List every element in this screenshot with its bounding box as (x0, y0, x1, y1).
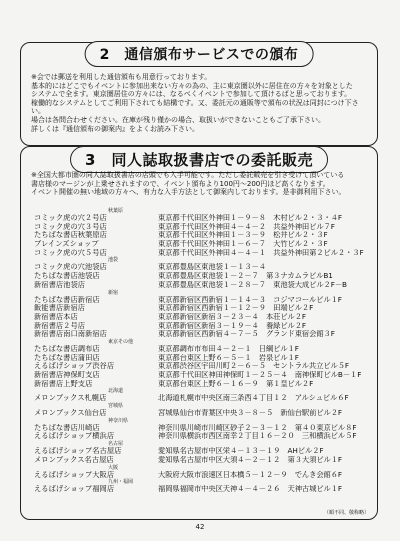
store-row (34, 362, 372, 371)
store-name: たちばな書店調布店 (34, 344, 100, 353)
store-name: えるばげショップ横浜店 (34, 432, 115, 441)
section-paragraph: ※全国大都市圏の同人誌取扱書店の店頭でも入手可能です。ただし委託販売を引き受けて頂いている 書店様のマージンが上乗せされますので、イベント頒布より100円～200円ほど高くなります。 イベント開催の無い地域の方々へ、有力な入手方法として御案内しております。是非御利用下さい。 (31, 171, 346, 197)
store-address: 神奈川県川崎市川崎区砂子２－３－１２ 第４０東京ビル８F (158, 423, 357, 432)
store-address: 東京都新宿区西新宿１－１２－９ 田端ビル２F (158, 304, 314, 313)
store-name: 新宿書店南口南新宿店 (34, 330, 107, 339)
store-name: えるばげショップ渋谷店 (34, 362, 115, 371)
store-name: コミック虎の穴３号店 (34, 222, 107, 231)
store-address: 東京都千代田区外神田４－４－２ 共益外神田ビル７F (158, 222, 335, 231)
page-number: 42 (195, 523, 205, 531)
region-heading: 神奈川県 (108, 417, 129, 424)
store-name: たちばな書店新宿店 (34, 295, 100, 304)
store-name: コミック虎の穴池袋店 (34, 263, 107, 272)
store-row (34, 272, 372, 281)
store-address: 神奈川県横浜市西区南幸２丁目１６－２０ 三和横浜ビル５F (158, 432, 357, 441)
store-row (34, 281, 372, 290)
store-name: 新宿書店上野支店 (34, 379, 93, 388)
store-row (34, 471, 372, 480)
store-address: 東京都千代田区外神田４－４－１ 共益外神田第２ビル２・３F (158, 248, 364, 257)
store-name: メロンブックス名古屋店 (34, 455, 114, 464)
store-address: 東京都渋谷区宇田川町２－６－５ セントラル共立ビル５F (158, 362, 349, 371)
store-name: たちばな書店蒲田店 (34, 353, 100, 362)
store-address: 東京都豊島区東池袋１－２８－７ 東池袋大成ビル２F－B (158, 280, 347, 289)
store-address: 東京都新宿区新宿３－２３－４ 本荘ビル２F (158, 312, 307, 321)
store-name: たちばな書店川崎店 (34, 423, 100, 432)
footnote: （順不同、敬称略） (323, 510, 369, 516)
store-name: えるばげショップ名古屋店 (34, 447, 122, 456)
store-address: 東京都台東区上野６－５－１ 岩泉ビル１F (158, 353, 299, 362)
store-name: 新宿書店神保町支店 (34, 371, 100, 379)
store-row (34, 394, 372, 403)
store-name: えるばげショップ福岡店 (34, 485, 115, 494)
section-title: 2 通信頒布サービスでの頒布 (85, 41, 314, 67)
store-row (34, 447, 372, 456)
store-row (34, 485, 372, 494)
store-name: えるばげショップ大阪店 (34, 470, 115, 479)
store-name: 飯能書店新宿店 (34, 304, 86, 313)
store-row (34, 456, 372, 465)
store-row (34, 296, 372, 305)
store-address: 東京都新宿区西新宿１－１４－３ コジマコールビル１F (158, 295, 342, 304)
store-row (34, 214, 372, 223)
store-list (34, 208, 372, 494)
store-row (34, 371, 372, 380)
region-heading: 新宿 (108, 289, 119, 296)
store-row (34, 223, 372, 232)
store-row (34, 304, 372, 313)
store-row (34, 322, 372, 331)
region-heading: 秋葉原 (108, 208, 124, 214)
store-row (34, 263, 372, 272)
store-row (34, 330, 372, 339)
store-address: 大阪府大阪市浪速区日本橋５－１２－９ でんき会館６F (158, 470, 343, 479)
region-heading: 九州・福岡 (108, 479, 134, 486)
store-row (34, 231, 372, 240)
store-name: コミック虎の穴５号店 (34, 248, 107, 257)
region-heading: 東京その他 (108, 338, 134, 345)
region-heading: 北海道 (108, 388, 124, 395)
region-heading: 池袋 (108, 257, 119, 264)
store-address: 福岡県福岡市中央区天神４－４－２６ 天神古城ビル１F (158, 485, 343, 494)
store-name: たちばな書店秋葉原店 (34, 231, 107, 240)
store-name: たちばな書店池袋店 (34, 272, 100, 281)
store-name: 新宿書店池袋店 (34, 280, 86, 289)
region-heading: 宮城県 (108, 403, 124, 410)
store-row (34, 249, 372, 258)
store-address: 東京都千代田区神田神保町１－２５－４ 南神保町ビルB－１F (158, 371, 362, 379)
store-row (34, 424, 372, 433)
store-name: 新宿書店本店 (34, 312, 78, 321)
section-mail-order (20, 42, 378, 146)
store-address: 東京都千代田区外神田１－９－８ 木村ビル２・３・４F (158, 214, 343, 222)
store-address: 東京都新宿区西新宿４－７－５ グランド東宿会館３F (158, 330, 335, 339)
store-name: 新宿書店２号店 (34, 321, 86, 330)
store-address: 東京都豊島区東池袋１－１３－４ (158, 263, 266, 272)
store-address: 愛知県名古屋市中区栄４－１３－１９ AHビル２F (158, 447, 324, 456)
store-name: ブレインズショップ (34, 240, 99, 249)
region-heading: 名古屋 (108, 441, 124, 448)
store-row (34, 345, 372, 354)
store-address: 東京都豊島区東池袋１－２－７ 第３ナカムラビルB1 (158, 272, 333, 281)
store-row (34, 313, 372, 322)
store-address: 東京都台東区上野６－１６－９ 第１皇ビル２F (158, 379, 314, 388)
store-address: 東京都調布市布田４－２－１ 日綱ビル１F (158, 344, 299, 353)
store-address: 北海道札幌市中央区南三条西４丁目１２ アルシュビル６F (158, 394, 349, 403)
store-name: コミック虎の穴２号店 (34, 214, 107, 222)
section-title: 3 同人誌取扱書店での委託販売 (70, 146, 328, 173)
store-address: 東京都千代田区外神田１－６－７ 大竹ビル２・３F (158, 240, 328, 249)
store-row (34, 240, 372, 249)
store-address: 東京都新宿区新宿３－１９－４ 養緑ビル２F (158, 321, 307, 330)
region-heading: 大阪 (108, 464, 119, 471)
store-row (34, 432, 372, 441)
store-address: 愛知県名古屋市中区大須４－２－１２ 第３大須ビル１F (158, 455, 343, 464)
store-name: メロンブックス仙台店 (34, 409, 107, 418)
store-address: 東京都千代田区外神田１－３－９ 松井ビル２・３F (158, 231, 328, 240)
store-name: メロンブックス札幌店 (34, 394, 107, 403)
store-address: 宮城県仙台市青葉区中央３－８－５ 新仙台駅前ビル２F (158, 409, 343, 418)
store-row (34, 354, 372, 363)
store-row (34, 380, 372, 389)
store-row (34, 409, 372, 418)
section-store-consignment (20, 146, 378, 520)
section-paragraph: ※会では郵送を利用した通信頒布も用意行っております。 基本的にはどこでもイベントに参加出来ない方々の為の、主に東京圏以外に居住在の方々を対象とした システムで全ます。東京圏居住の方々には、なるべくイベントで参加して頂けるばと思っております。 稼働的なシステムとしてご利用下されても結構です。又、委託元の通販等で頒布の状況は同封につけ下さい。 場合は各問合わせください。在庫が残り僅かの場合、取扱いができないこともご了承下さい。 詳しくは『通信頒布の御案内』をよくお読み下さい。 (31, 73, 359, 133)
